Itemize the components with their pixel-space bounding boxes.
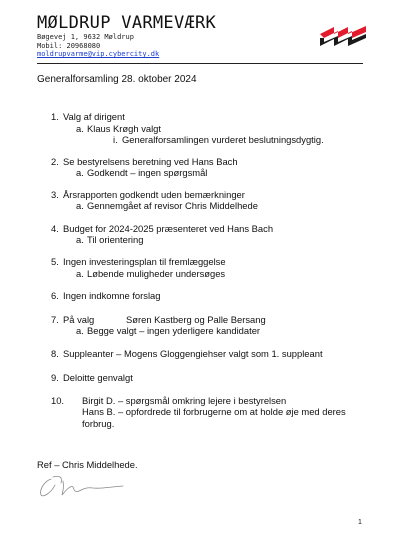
agenda-item: Se bestyrelsens beretning ved Hans Bach bbox=[63, 156, 238, 167]
agenda-item: Budget for 2024-2025 præsenteret ved Hans Bach bbox=[63, 223, 274, 234]
company-logo-icon bbox=[318, 22, 368, 50]
agenda-item: Birgit D. – spørgsmål omkring lejere i bestyrelsen bbox=[82, 395, 287, 406]
company-phone: Mobil: 20968080 bbox=[37, 41, 101, 50]
sub-item-letter: a. bbox=[76, 200, 84, 211]
agenda-sub-item: Begge valgt – ingen yderligere kandidater bbox=[87, 325, 261, 336]
minutes-taker: Ref – Chris Middelhede. bbox=[37, 459, 138, 470]
item-number: 2. bbox=[51, 156, 59, 167]
item-number: 3. bbox=[51, 189, 59, 200]
sub-item-letter: a. bbox=[76, 325, 84, 336]
item-number: 6. bbox=[51, 290, 59, 301]
company-name: MØLDRUP VARMEVÆRK bbox=[37, 13, 217, 33]
agenda-item-continued: forbrug. bbox=[82, 418, 115, 429]
agenda-item: Ingen indkomne forslag bbox=[63, 290, 161, 301]
sub-item-letter: a. bbox=[76, 167, 84, 178]
sub-item-letter: a. bbox=[76, 234, 84, 245]
signature-icon bbox=[37, 471, 127, 499]
agenda-sub-item: Til orientering bbox=[87, 234, 144, 245]
item-number: 5. bbox=[51, 256, 59, 267]
agenda-sub-item: Klaus Krøgh valgt bbox=[87, 123, 161, 134]
sub-sub-item-numeral: i. bbox=[113, 134, 118, 145]
company-address: Bøgevej 1, 9632 Møldrup bbox=[37, 33, 134, 41]
agenda-sub-item: Gennemgået af revisor Chris Middelhede bbox=[87, 200, 258, 211]
meeting-title: Generalforsamling 28. oktober 2024 bbox=[37, 74, 197, 85]
agenda-item-continued: Hans B. – opfordrede til forbrugerne om at holde øje med deres bbox=[82, 406, 346, 417]
item-number: 1. bbox=[51, 111, 59, 122]
sub-item-letter: a. bbox=[76, 268, 84, 279]
agenda-sub-sub-item: Generalforsamlingen vurderet beslutningsdygtig. bbox=[122, 134, 324, 145]
agenda-item: Ingen investeringsplan til fremlæggelse bbox=[63, 256, 226, 267]
agenda-item: Deloitte genvalgt bbox=[63, 372, 133, 383]
sub-item-letter: a. bbox=[76, 123, 84, 134]
agenda-item: Valg af dirigent bbox=[63, 111, 125, 122]
agenda-sub-item: Godkendt – ingen spørgsmål bbox=[87, 167, 208, 178]
agenda-item: På valg bbox=[63, 314, 95, 325]
agenda-item: Suppleanter – Mogens Gloggengiehser valgt som 1. suppleant bbox=[63, 348, 323, 359]
page-number: 1 bbox=[358, 519, 362, 526]
agenda-item: Årsrapporten godkendt uden bemærkninger bbox=[63, 189, 245, 200]
item-number: 10. bbox=[51, 395, 65, 406]
agenda-sub-item: Løbende muligheder undersøges bbox=[87, 268, 226, 279]
item-number: 4. bbox=[51, 223, 59, 234]
company-email-link[interactable]: moldrupvarme@vip.cybercity.dk bbox=[37, 50, 160, 58]
header-divider bbox=[37, 63, 363, 64]
item-number: 8. bbox=[51, 348, 59, 359]
item-number: 9. bbox=[51, 372, 59, 383]
item-number: 7. bbox=[51, 314, 59, 325]
candidate-names: Søren Kastberg og Palle Bersang bbox=[126, 314, 266, 325]
